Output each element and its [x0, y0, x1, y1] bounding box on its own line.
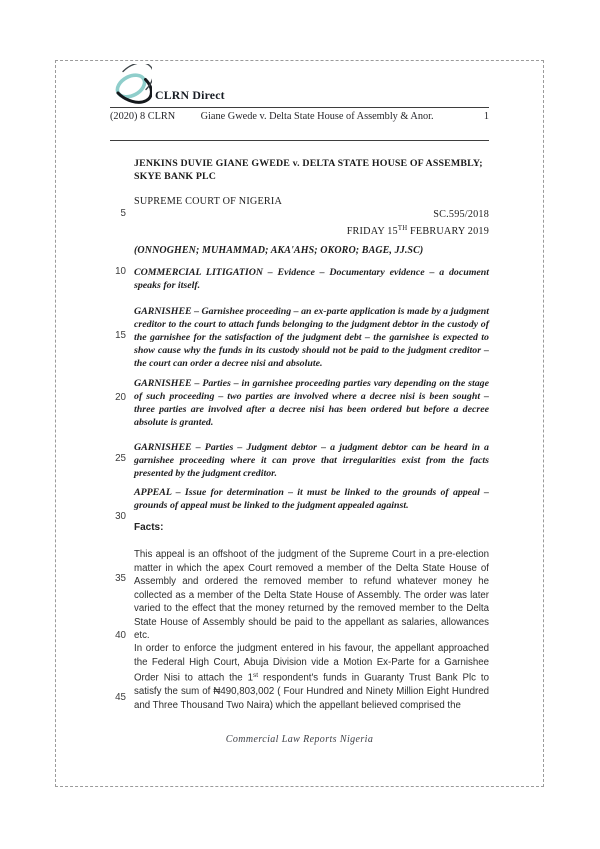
document-sheet — [55, 60, 544, 787]
line-number-40: 40 — [115, 630, 126, 641]
date-ordinal: TH — [397, 224, 408, 232]
headnote-appeal: APPEAL – Issue for determination – it must be linked to the grounds of appeal – grounds of appeal must be linked to the judgment appealed against. — [134, 487, 489, 511]
court-name: SUPREME COURT OF NIGERIA — [134, 196, 283, 207]
headnote-commercial-litigation: COMMERCIAL LITIGATION – Evidence – Documentary evidence – a document speaks for itself. — [134, 267, 489, 291]
suit-number: SC.595/2018 — [433, 209, 489, 220]
running-title: Giane Gwede v. Delta State House of Assembly & Anor. — [200, 111, 434, 122]
judges-panel: (ONNOGHEN; MUHAMMAD; AKA'AHS; OKORO; BAGE, JJ.SC) — [134, 245, 424, 256]
header-rule-top — [110, 107, 489, 108]
headnote-judgment-debtor: GARNISHEE – Parties – Judgment debtor – a judgment debtor can be heard in a garnishee proceeding where it can prove that irregularities exist from the facts presented by the judgment creditor. — [134, 442, 489, 479]
page-number: 1 — [483, 111, 489, 122]
line-number-5: 5 — [120, 208, 126, 219]
line-number-10: 10 — [115, 266, 126, 277]
clrn-logo-icon — [110, 64, 152, 106]
case-reference — [134, 208, 489, 238]
volume-citation: (2020) 8 CLRN — [110, 111, 176, 122]
headnote-garnishee-proceeding: GARNISHEE – Garnishee proceeding – an ex-parte application is made by a judgment creditor to the court to attach funds belonging to the judgment debtor in the custody of the garnishee for the satisfaction of the judgment debt – the garnishee is expected to show cause why the funds in its custody should not be paid to the judgment creditor – the court can order a decree nisi and absolute. — [134, 306, 489, 369]
case-title — [134, 157, 489, 183]
header-rule-bottom — [110, 140, 489, 141]
line-number-20: 20 — [115, 392, 126, 403]
footer-imprint: Commercial Law Reports Nigeria — [225, 734, 374, 745]
case-title-line1: JENKINS DUVIE GIANE GWEDE v. DELTA STATE HOUSE OF ASSEMBLY; — [134, 158, 483, 169]
brand-name: CLRN Direct — [155, 88, 225, 102]
line-number-30: 30 — [115, 511, 126, 522]
line-number-15: 15 — [115, 330, 126, 341]
judgment-date: FRIDAY 15TH FEBRUARY 2019 — [346, 224, 489, 237]
facts-paragraph-2: In order to enforce the judgment entered in his favour, the appellant approached the Federal High Court, Abuja Division vide a Motion Ex-Parte for a Garnishee Order Nisi to attach the 1st respondent's funds in Guaranty Trust Bank Plc to satisfy the sum of ₦490,803,002 ( Four Hundred and Ninety Million Eight Hundred and Three Thousand Two Naira) which the appellant believed comprised the — [134, 643, 489, 711]
running-head — [110, 111, 489, 122]
ordinal-superscript: st — [252, 672, 259, 679]
facts-heading: Facts: — [134, 522, 164, 533]
case-title-line2: SKYE BANK PLC — [134, 171, 217, 182]
line-number-45: 45 — [115, 692, 126, 703]
line-number-35: 35 — [115, 573, 126, 584]
line-number-25: 25 — [115, 453, 126, 464]
facts-paragraph-1: This appeal is an offshoot of the judgment of the Supreme Court in a pre-election matter in which the apex Court removed a member of the Delta State House of Assembly and ordered the removed member to refund whatever money he collected as a member of the Delta State House of Assembly. The order was later varied to the effect that the money returned by the removed member to the Delta State House of Assembly should be paid to the appellant as salaries, allowances etc. — [134, 549, 489, 641]
headnote-garnishee-parties: GARNISHEE – Parties – in garnishee proceeding parties vary depending on the stage of such proceeding – two parties are involved where a decree nisi is been sought – three parties are involved after a decree nisi has been ordered but before a decree absolute is granted. — [134, 378, 489, 428]
